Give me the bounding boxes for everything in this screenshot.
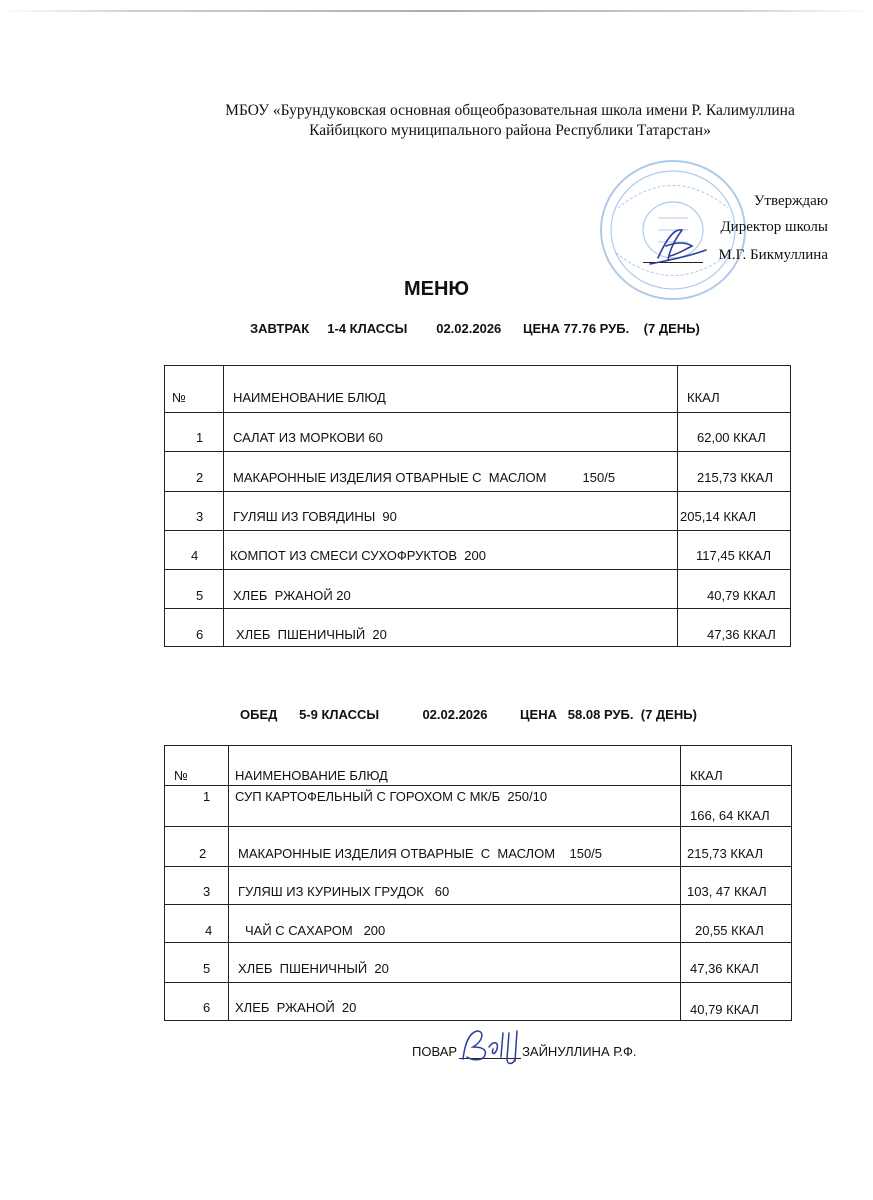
breakfast-classes: 1-4 КЛАССЫ xyxy=(327,321,408,336)
row-num: 2 xyxy=(196,470,204,485)
row-name: ГУЛЯШ ИЗ КУРИНЫХ ГРУДОК 60 xyxy=(238,884,450,899)
table-row-line xyxy=(165,785,791,786)
table-row-line xyxy=(165,866,791,867)
row-kcal: 47,36 ККАЛ xyxy=(707,627,776,642)
approval-approve: Утверждаю xyxy=(753,193,828,209)
header-name: НАИМЕНОВАНИЕ БЛЮД xyxy=(233,390,386,405)
header-kcal: ККАЛ xyxy=(690,768,723,783)
lunch-heading xyxy=(240,707,697,722)
table-row-line xyxy=(165,942,791,943)
lunch-price: ЦЕНА 58.08 РУБ. xyxy=(520,707,634,722)
row-name: САЛАТ ИЗ МОРКОВИ 60 xyxy=(233,430,383,445)
breakfast-table xyxy=(164,365,791,647)
header-kcal: ККАЛ xyxy=(687,390,720,405)
breakfast-meal: ЗАВТРАК xyxy=(250,321,310,336)
row-kcal: 205,14 ККАЛ xyxy=(680,509,757,524)
row-kcal: 215,73 ККАЛ xyxy=(687,846,764,861)
cook-name: ЗАЙНУЛЛИНА Р.Ф. xyxy=(522,1044,637,1059)
row-num: 1 xyxy=(196,430,204,445)
row-num: 4 xyxy=(205,923,213,938)
row-kcal: 166, 64 ККАЛ xyxy=(690,808,770,823)
row-kcal: 20,55 ККАЛ xyxy=(695,923,764,938)
table-row-line xyxy=(165,451,790,452)
row-kcal: 40,79 ККАЛ xyxy=(707,588,776,603)
breakfast-date: 02.02.2026 xyxy=(436,321,502,336)
cook-label: ПОВАР xyxy=(412,1044,458,1059)
director-signature xyxy=(640,220,710,270)
table-divider xyxy=(677,366,678,646)
row-num: 5 xyxy=(203,961,211,976)
row-num: 4 xyxy=(191,548,199,563)
lunch-table xyxy=(164,745,792,1021)
row-name: СУП КАРТОФЕЛЬНЫЙ С ГОРОХОМ С МК/Б 250/10 xyxy=(235,789,548,804)
menu-title: МЕНЮ xyxy=(403,278,470,300)
header-num: № xyxy=(172,390,186,405)
row-num: 6 xyxy=(196,627,204,642)
row-num: 5 xyxy=(196,588,204,603)
lunch-date: 02.02.2026 xyxy=(422,707,488,722)
header-num: № xyxy=(174,768,188,783)
organization-line-1: МБОУ «Бурундуковская основная общеобразовательная школа имени Р. Калимуллина xyxy=(225,102,795,119)
row-num: 3 xyxy=(203,884,211,899)
row-name: МАКАРОННЫЕ ИЗДЕЛИЯ ОТВАРНЫЕ С МАСЛОМ 150/5 xyxy=(233,470,616,485)
row-kcal: 62,00 ККАЛ xyxy=(697,430,766,445)
row-name: ХЛЕБ РЖАНОЙ 20 xyxy=(233,588,351,603)
approval-position: Директор школы xyxy=(720,219,828,235)
row-name: МАКАРОННЫЕ ИЗДЕЛИЯ ОТВАРНЫЕ С МАСЛОМ 150/5 xyxy=(238,846,603,861)
table-row-line xyxy=(165,904,791,905)
row-name: ХЛЕБ РЖАНОЙ 20 xyxy=(235,1000,357,1015)
table-row-line xyxy=(165,826,791,827)
row-kcal: 103, 47 ККАЛ xyxy=(687,884,767,899)
organization-line-2: Кайбицкого муниципального района Республики Татарстан» xyxy=(309,122,711,139)
row-name: ГУЛЯШ ИЗ ГОВЯДИНЫ 90 xyxy=(233,509,397,524)
table-row-line xyxy=(165,608,790,609)
row-num: 2 xyxy=(199,846,207,861)
approval-name: М.Г. Бикмуллина xyxy=(718,247,828,263)
table-row-line xyxy=(165,491,790,492)
scan-edge-line xyxy=(0,10,873,12)
row-name: ХЛЕБ ПШЕНИЧНЫЙ 20 xyxy=(236,627,387,642)
lunch-day: (7 ДЕНЬ) xyxy=(640,707,697,722)
table-divider xyxy=(680,746,681,1020)
cook-signature xyxy=(455,1025,530,1070)
row-num: 1 xyxy=(203,789,211,804)
header-name: НАИМЕНОВАНИЕ БЛЮД xyxy=(235,768,388,783)
breakfast-price: ЦЕНА 77.76 РУБ. xyxy=(522,321,630,336)
table-row-line xyxy=(165,412,790,413)
lunch-meal: ОБЕД xyxy=(240,707,278,722)
table-row-line xyxy=(165,530,790,531)
row-name: КОМПОТ ИЗ СМЕСИ СУХОФРУКТОВ 200 xyxy=(230,548,486,563)
table-divider xyxy=(228,746,229,1020)
table-row-line xyxy=(165,982,791,983)
row-kcal: 47,36 ККАЛ xyxy=(690,961,759,976)
table-row-line xyxy=(165,569,790,570)
breakfast-day: (7 ДЕНЬ) xyxy=(643,321,700,336)
row-name: ЧАЙ С САХАРОМ 200 xyxy=(245,923,386,938)
row-num: 3 xyxy=(196,509,204,524)
row-kcal: 117,45 ККАЛ xyxy=(696,548,772,563)
organization-header xyxy=(190,101,830,141)
breakfast-heading xyxy=(250,321,700,336)
row-kcal: 215,73 ККАЛ xyxy=(697,470,774,485)
row-kcal: 40,79 ККАЛ xyxy=(690,1002,759,1017)
table-divider xyxy=(223,366,224,646)
row-num: 6 xyxy=(203,1000,211,1015)
row-name: ХЛЕБ ПШЕНИЧНЫЙ 20 xyxy=(238,961,389,976)
lunch-classes: 5-9 КЛАССЫ xyxy=(299,707,380,722)
